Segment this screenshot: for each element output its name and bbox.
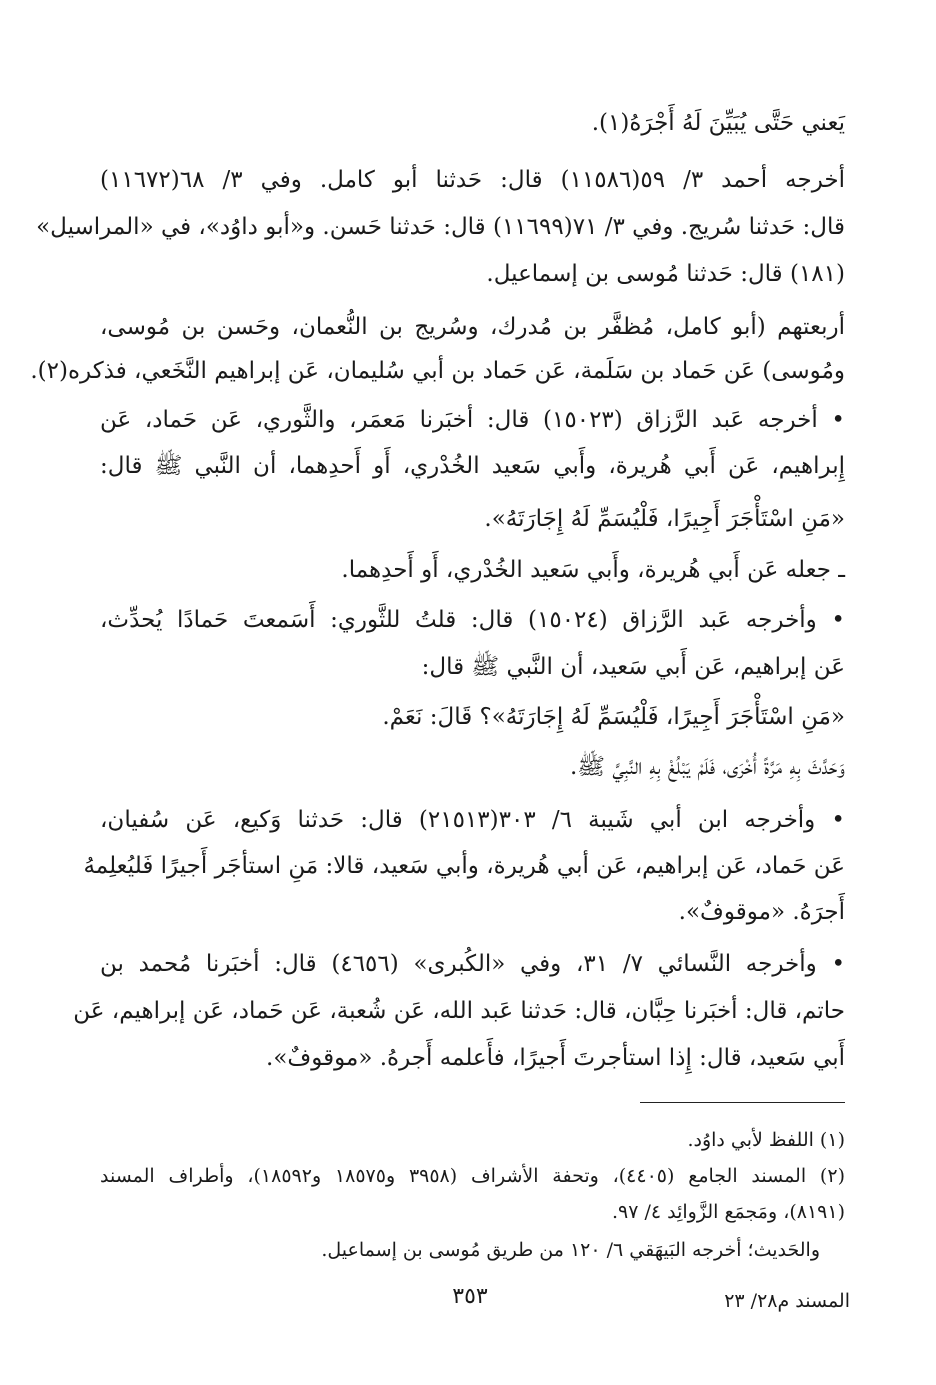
- footnote-separator: [640, 1102, 845, 1103]
- hadith-text-3: وَحَدَّثَ بِهِ مَرَّةً أُخْرَى، فَلَمْ يَبْلُغْ بِهِ النَّبِيَّ ﷺ.: [569, 754, 845, 780]
- body-line-5: أربعتهم (أبو كامل، مُظفَّر بن مُدرك، وسُريج بن النُّعمان، وحَسن بن مُوسى،: [100, 314, 845, 340]
- body-line-3: قال: حَدثنا سُريج. وفي ٣/ ٧١(١١٦٩٩) قال: حَدثنا حَسن. و«أبو داوُد»، في «المراسيل»: [36, 214, 845, 240]
- body-line-17: أَجرَهُ. «موقوفٌ».: [678, 899, 845, 925]
- body-line-18: • وأخرجه النَّسائي ٧/ ٣١، وفي «الكُبرى» (٤٦٥٦) قال: أخبَرنا مُحمد بن: [100, 951, 846, 977]
- body-line-6: ومُوسى) عَن حَماد بن سَلَمة، عَن حَماد بن أبي سُليمان، عَن إبراهيم النَّخَعي، فذكره(٢).: [30, 358, 845, 384]
- hadith-text-1: «مَنِ اسْتَأْجَرَ أَجِيرًا، فَلْيُسَمِّ لَهُ إِجَارَتَهُ».: [484, 506, 845, 532]
- footnote-2-line-2: (٨١٩١)، ومَجمَع الزَّوائِد ٤/ ٩٧.: [611, 1201, 845, 1223]
- body-line-15: • وأخرجه ابن أبي شَيبة ٦/ ٣٠٣(٢١٥١٣) قال: حَدثنا وَكيع، عَن سُفيان،: [100, 807, 845, 833]
- body-line-2: أخرجه أحمد ٣/ ٥٩(١١٥٨٦) قال: حَدثنا أبو كامل. وفي ٣/ ٦٨(١١٦٧٢): [100, 167, 846, 193]
- body-line-1: يَعني حَتَّى يُبَيِّنَ لَهُ أَجْرَهُ(١).: [591, 110, 845, 136]
- body-line-16: عَن حَماد، عَن إبراهيم، عَن أبي هُريرة، وأبي سَعيد، قالا: مَنِ استأجَر أَجيرًا فَليُعلِمهُ: [83, 853, 845, 879]
- body-line-4: (١٨١) قال: حَدثنا مُوسى بن إسماعيل.: [486, 261, 845, 287]
- body-line-20: أَبي سَعيد، قال: إِذا استأجرتَ أَجيرًا، فأَعلمه أَجرهُ. «موقوفٌ».: [266, 1045, 845, 1071]
- hadith-text-2: «مَنِ اسْتَأْجَرَ أَجِيرًا، فَلْيُسَمِّ لَهُ إِجَارَتَهُ»؟ قَالَ: نَعَمْ.: [382, 704, 845, 730]
- body-line-8: إِبراهيم، عَن أَبي هُريرة، وأَبي سَعيد الخُدْري، أَو أَحدِهما، أن النَّبي ﷺ قال:: [100, 453, 845, 479]
- footnote-2-line-1: (٢) المسند الجامع (٤٤٠٥)، وتحفة الأشراف (٣٩٥٨ و١٨٥٧٥ و١٨٥٩٢)، وأطراف المسند: [100, 1165, 845, 1187]
- body-line-19: حاتم، قال: أخبَرنا حِبَّان، قال: حَدثنا عَبد الله، عَن شُعبة، عَن حَماد، عَن إبراهيم، عَن: [73, 998, 845, 1024]
- printer-signature: المسند م٢٨/ ٢٣: [724, 1290, 850, 1312]
- footnote-2-line-3: والحَديث؛ أخرجه البَيهَقي ٦/ ١٢٠ من طريق مُوسى بن إسماعيل.: [321, 1239, 820, 1261]
- body-line-12: عَن إبراهيم، عَن أَبي سَعيد، أن النَّبي ﷺ قال:: [421, 654, 845, 680]
- body-line-11: • وأخرجه عَبد الرَّزاق (١٥٠٢٤) قال: قلتُ للثَّوري: أَسَمعتَ حَمادًا يُحدِّث،: [100, 607, 845, 633]
- body-line-7: • أخرجه عَبد الرَّزاق (١٥٠٢٣) قال: أخبَرنا مَعمَر، والثَّوري، عَن حَماد، عَن: [100, 407, 845, 433]
- footnote-1: (١) اللفظ لأبي داوُد.: [687, 1129, 845, 1151]
- page-number: ٣٥٣: [452, 1284, 488, 1309]
- body-line-10: ـ جعله عَن أَبي هُريرة، وأَبي سَعيد الخُدْري، أَو أَحدِهما.: [341, 557, 845, 583]
